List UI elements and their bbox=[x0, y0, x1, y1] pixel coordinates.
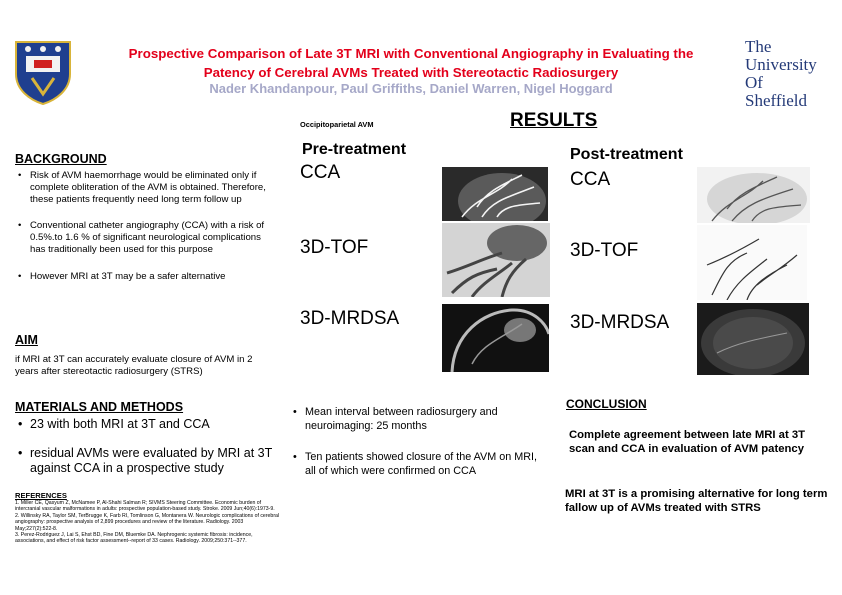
post-mrdsa-label: 3D-MRDSA bbox=[570, 312, 670, 333]
pre-cca-image bbox=[442, 167, 548, 221]
conclusion-text-2: MRI at 3T is a promising alternative for long term fallow up of AVMs treated with STRS bbox=[565, 488, 828, 514]
uni-line: Sheffield bbox=[745, 91, 808, 110]
reference-item: 1. Miller CE, Qasyum Z, McNamee P, Al-Shahi Salman R; SIVMS Steering Committee. Economic burden of intercranial vascular malformations in adults: prospective population-based study. Stroke. 2009 Jun;40(6):1973-9. bbox=[15, 500, 275, 513]
university-crest-logo bbox=[12, 38, 74, 106]
pre-cca-label: CCA bbox=[300, 162, 341, 183]
methods-list bbox=[16, 417, 278, 476]
post-cca-image bbox=[697, 167, 810, 223]
title-line-1: Prospective Comparison of Late 3T MRI with Conventional Angiography in Evaluating the bbox=[128, 46, 694, 61]
uni-line: The bbox=[745, 37, 772, 56]
methods-heading: MATERIALS AND METHODS bbox=[15, 400, 184, 414]
uni-line: University bbox=[745, 55, 817, 74]
list-item: • Mean interval between radiosurgery and neuroimaging: 25 months bbox=[291, 405, 546, 433]
pre-treatment-heading: Pre-treatment bbox=[302, 141, 407, 158]
pre-mrdsa-label: 3D-MRDSA bbox=[300, 308, 400, 329]
background-heading: BACKGROUND bbox=[15, 152, 107, 166]
background-list bbox=[16, 170, 274, 283]
references-heading: REFERENCES bbox=[15, 491, 67, 500]
post-tof-image bbox=[697, 225, 807, 300]
post-mrdsa-image bbox=[697, 303, 809, 375]
pre-mrdsa-image bbox=[442, 304, 549, 372]
aim-text: if MRI at 3T can accurately evaluate closure of AVM in 2 years after stereotactic radiosurgery (STRS) bbox=[15, 354, 253, 377]
reference-item: 2. Willinsky RA, Taylor SM, TerBrugge K, Farb RI, Tomlinson G, Montanera W. Neurologic complications of cerebral angiography: prospective analysis of 2,899 procedures and review of the literature. Radiology. 2003 May;227(2):522-8. bbox=[15, 512, 280, 532]
poster-title bbox=[86, 44, 736, 82]
post-tof-label: 3D-TOF bbox=[570, 240, 639, 261]
post-cca-label: CCA bbox=[570, 169, 611, 190]
list-item: • Ten patients showed closure of the AVM on MRI, all of which were confirmed on CCA bbox=[291, 450, 546, 478]
conclusion-heading: CONCLUSION bbox=[566, 397, 647, 411]
list-item: • Conventional catheter angiography (CCA) with a risk of 0.5%.to 1.6 % of significant neurological complications has traditionally been used for this purpose bbox=[16, 220, 274, 255]
authors: Nader Khandanpour, Paul Griffiths, Daniel Warren, Nigel Hoggard bbox=[209, 81, 613, 96]
aim-heading: AIM bbox=[15, 333, 38, 347]
list-item: • However MRI at 3T may be a safer alternative bbox=[16, 271, 274, 283]
list-item: • residual AVMs were evaluated by MRI at 3T against CCA in a prospective study bbox=[16, 446, 278, 476]
pre-tof-label: 3D-TOF bbox=[300, 237, 369, 258]
results-heading: RESULTS bbox=[510, 110, 598, 131]
results-list bbox=[291, 405, 546, 478]
case-label: Occipitoparietal AVM bbox=[300, 120, 374, 129]
post-treatment-heading: Post-treatment bbox=[570, 146, 683, 163]
university-logo bbox=[745, 38, 817, 110]
uni-line: Of bbox=[745, 73, 763, 92]
conclusion-text-1: Complete agreement between late MRI at 3T scan and CCA in evaluation of AVM patency bbox=[569, 429, 806, 455]
references-list bbox=[15, 500, 281, 545]
title-line-2: Patency of Cerebral AVMs Treated with Stereotactic Radiosurgery bbox=[203, 65, 619, 80]
list-item: • 23 with both MRI at 3T and CCA bbox=[16, 417, 278, 432]
list-item: • Risk of AVM haemorrhage would be eliminated only if complete obliteration of the AVM is obtained. Therefore, these patients frequently need long term follow up bbox=[16, 170, 274, 205]
pre-tof-image bbox=[442, 223, 550, 297]
reference-item: 3. Perez-Rodriguez J, Lai S, Ehst BD, Fine DM, Bluemke DA. Nephrogenic systemic fibrosis: incidence, associations, and effect of risk factor assessment--report of 33 cases. Radiology. 2009;250:371--377. bbox=[15, 532, 253, 545]
